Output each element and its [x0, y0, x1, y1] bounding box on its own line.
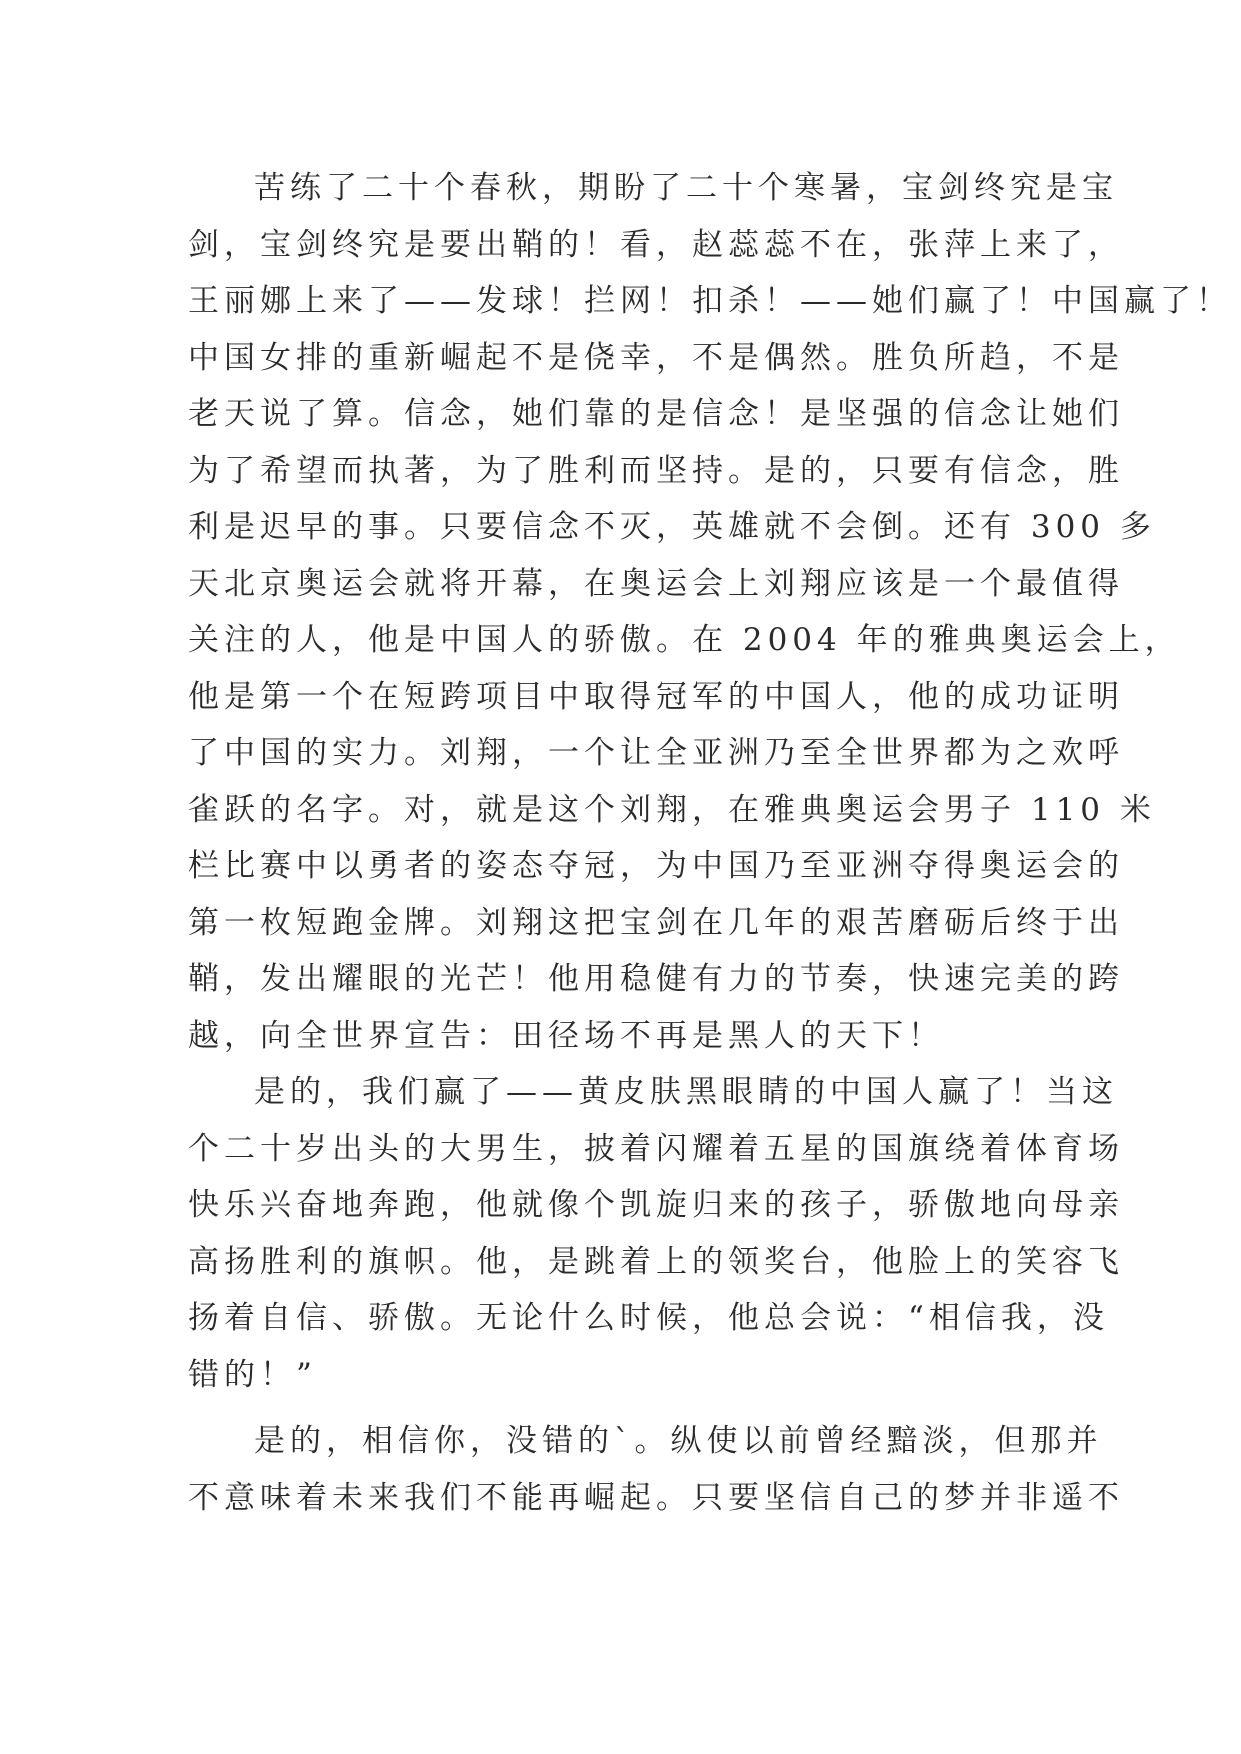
text-line: 栏比赛中以勇者的姿态夺冠，为中国乃至亚洲夺得奥运会的 — [188, 848, 1124, 884]
text-line: 剑，宝剑终究是要出鞘的！看，赵蕊蕊不在，张萍上来了， — [188, 226, 1124, 263]
text-line: 个二十岁出头的大男生，披着闪耀着五星的国旗绕着体育场 — [188, 1130, 1124, 1167]
paragraph-1 — [188, 160, 1232, 1064]
text-line: 王丽娜上来了——发球！拦网！扣杀！——她们赢了！中国赢了！ — [188, 283, 1232, 319]
text-line: 苦练了二十个春秋，期盼了二十个寒暑，宝剑终究是宝 — [254, 170, 1118, 206]
text-line: 中国女排的重新崛起不是侥幸，不是偶然。胜负所趋，不是 — [188, 339, 1124, 376]
paragraph-3 — [188, 1413, 1124, 1526]
text-line: 关注的人，他是中国人的骄傲。在 2004 年的雅典奥运会上， — [188, 622, 1181, 658]
text-line: 利是迟早的事。只要信念不灭，英雄就不会倒。还有 300 多 — [188, 509, 1156, 545]
text-line: 是的，我们赢了——黄皮肤黑眼睛的中国人赢了！当这 — [254, 1074, 1118, 1110]
body-text — [188, 160, 1232, 1526]
text-line: 错的！” — [188, 1356, 317, 1393]
text-line: 天北京奥运会就将开幕，在奥运会上刘翔应该是一个最值得 — [188, 565, 1124, 602]
text-line: 快乐兴奋地奔跑，他就像个凯旋归来的孩子，骄傲地向母亲 — [188, 1187, 1124, 1223]
text-line: 扬着自信、骄傲。无论什么时候，他总会说：“相信我，没 — [188, 1300, 1109, 1336]
text-line: 雀跃的名字。对，就是这个刘翔，在雅典奥运会男子 110 米 — [188, 791, 1156, 828]
text-line: 越，向全世界宣告：田径场不再是黑人的天下！ — [188, 1017, 944, 1054]
text-line: 不意味着未来我们不能再崛起。只要坚信自己的梦并非遥不 — [188, 1479, 1124, 1516]
text-line: 鞘，发出耀眼的光芒！他用稳健有力的节奏，快速完美的跨 — [188, 961, 1124, 997]
paragraph-2 — [188, 1064, 1124, 1403]
text-line: 是的，相信你，没错的`。纵使以前曾经黯淡，但那并 — [254, 1423, 1103, 1459]
text-line: 了中国的实力。刘翔，一个让全亚洲乃至全世界都为之欢呼 — [188, 735, 1124, 771]
text-line: 高扬胜利的旗帜。他，是跳着上的领奖台，他脸上的笑容飞 — [188, 1243, 1124, 1280]
text-line: 为了希望而执著，为了胜利而坚持。是的，只要有信念，胜 — [188, 452, 1124, 489]
text-line: 他是第一个在短跨项目中取得冠军的中国人，他的成功证明 — [188, 678, 1124, 715]
text-line: 第一枚短跑金牌。刘翔这把宝剑在几年的艰苦磨砺后终于出 — [188, 904, 1124, 941]
text-line: 老天说了算。信念，她们靠的是信念！是坚强的信念让她们 — [188, 396, 1124, 432]
